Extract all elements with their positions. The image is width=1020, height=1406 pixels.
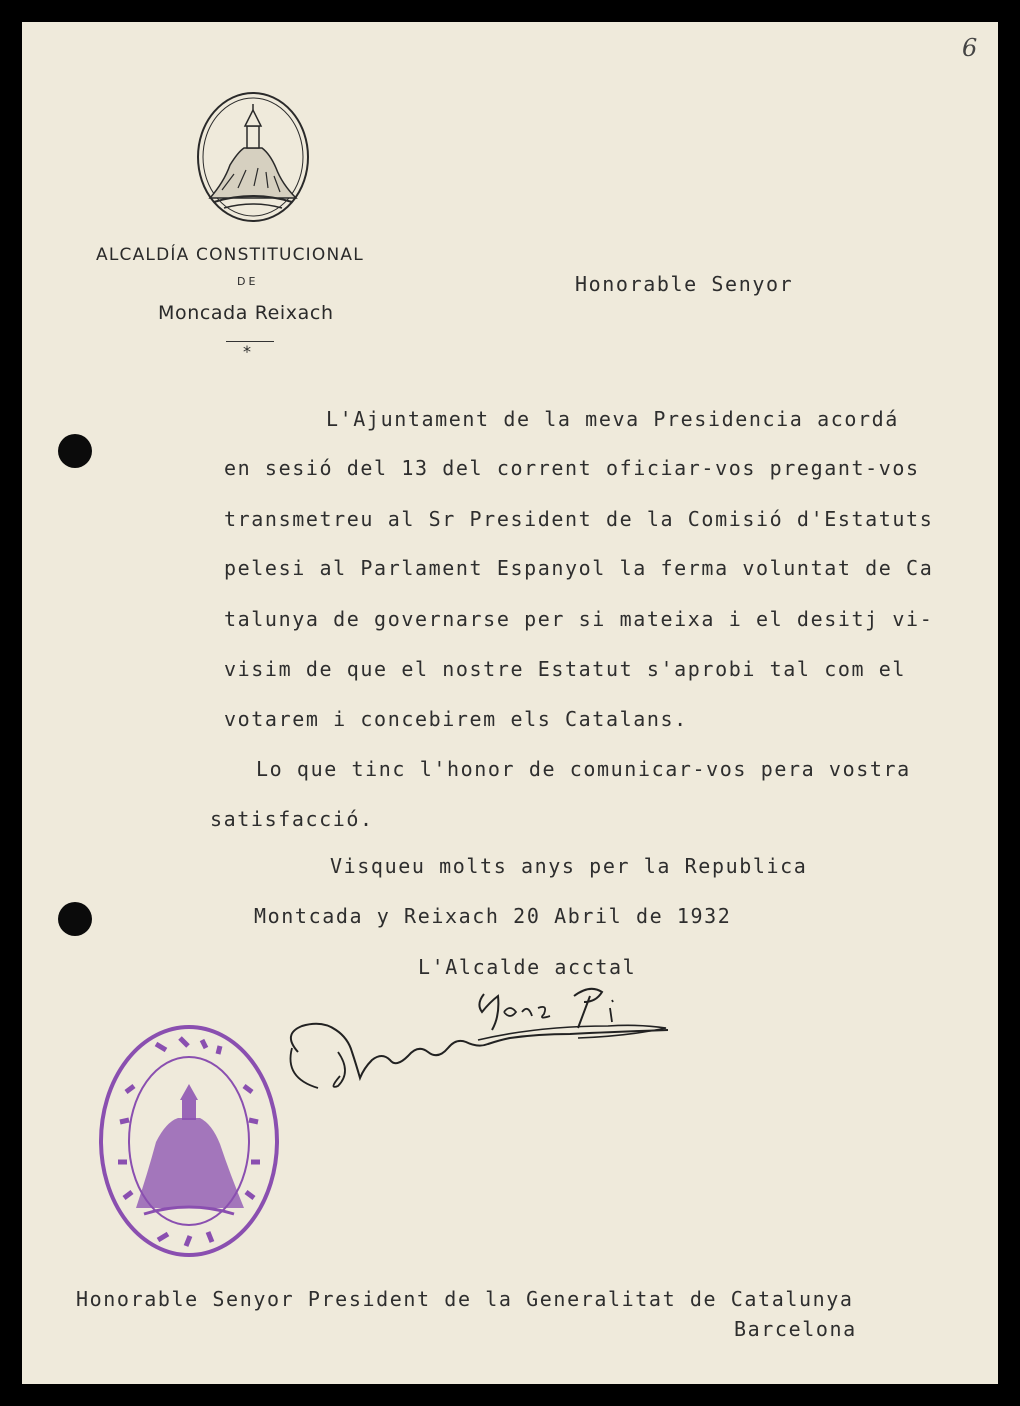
addressee-line-1: Honorable Senyor President de la Generalitat de Catalunya (76, 1287, 854, 1311)
body-line-4: pelesi al Parlament Espanyol la ferma voluntat de Ca (224, 556, 934, 580)
closing-line: Visqueu molts anys per la Republica (330, 854, 808, 878)
signer-title: L'Alcalde acctal (418, 955, 637, 979)
body-line-5: talunya de governarse per si mateixa i el desitj vi- (224, 607, 934, 631)
place-date: Montcada y Reixach 20 Abril de 1932 (254, 904, 732, 928)
page-number: 6 (962, 34, 978, 62)
binder-hole-bottom (58, 902, 92, 936)
body-line-2: en sesió del 13 del corrent oficiar-vos pregant-vos (224, 456, 920, 480)
letterhead-town: Moncada Reixach (158, 302, 334, 324)
body-line-8: Lo que tinc l'honor de comunicar-vos pera vostra (256, 757, 911, 781)
letterhead-de: DE (237, 275, 259, 288)
body-line-9: satisfacció. (210, 807, 374, 831)
letterhead-title: ALCALDÍA CONSTITUCIONAL (96, 245, 364, 265)
emblem-icon (194, 90, 312, 225)
body-line-3: transmetreu al Sr President de la Comisió d'Estatuts (224, 507, 934, 531)
body-line-1: L'Ajuntament de la meva Presidencia acordá (326, 407, 899, 431)
body-line-7: votarem i concebirem els Catalans. (224, 707, 688, 731)
official-stamp-icon (96, 1022, 282, 1260)
salutation: Honorable Senyor (575, 272, 794, 296)
handwritten-signature (278, 982, 678, 1092)
letterhead-ornament: * (243, 342, 251, 361)
addressee-line-2: Barcelona (734, 1317, 857, 1341)
body-line-6: visim de que el nostre Estatut s'aprobi tal com el (224, 657, 907, 681)
binder-hole-top (58, 434, 92, 468)
